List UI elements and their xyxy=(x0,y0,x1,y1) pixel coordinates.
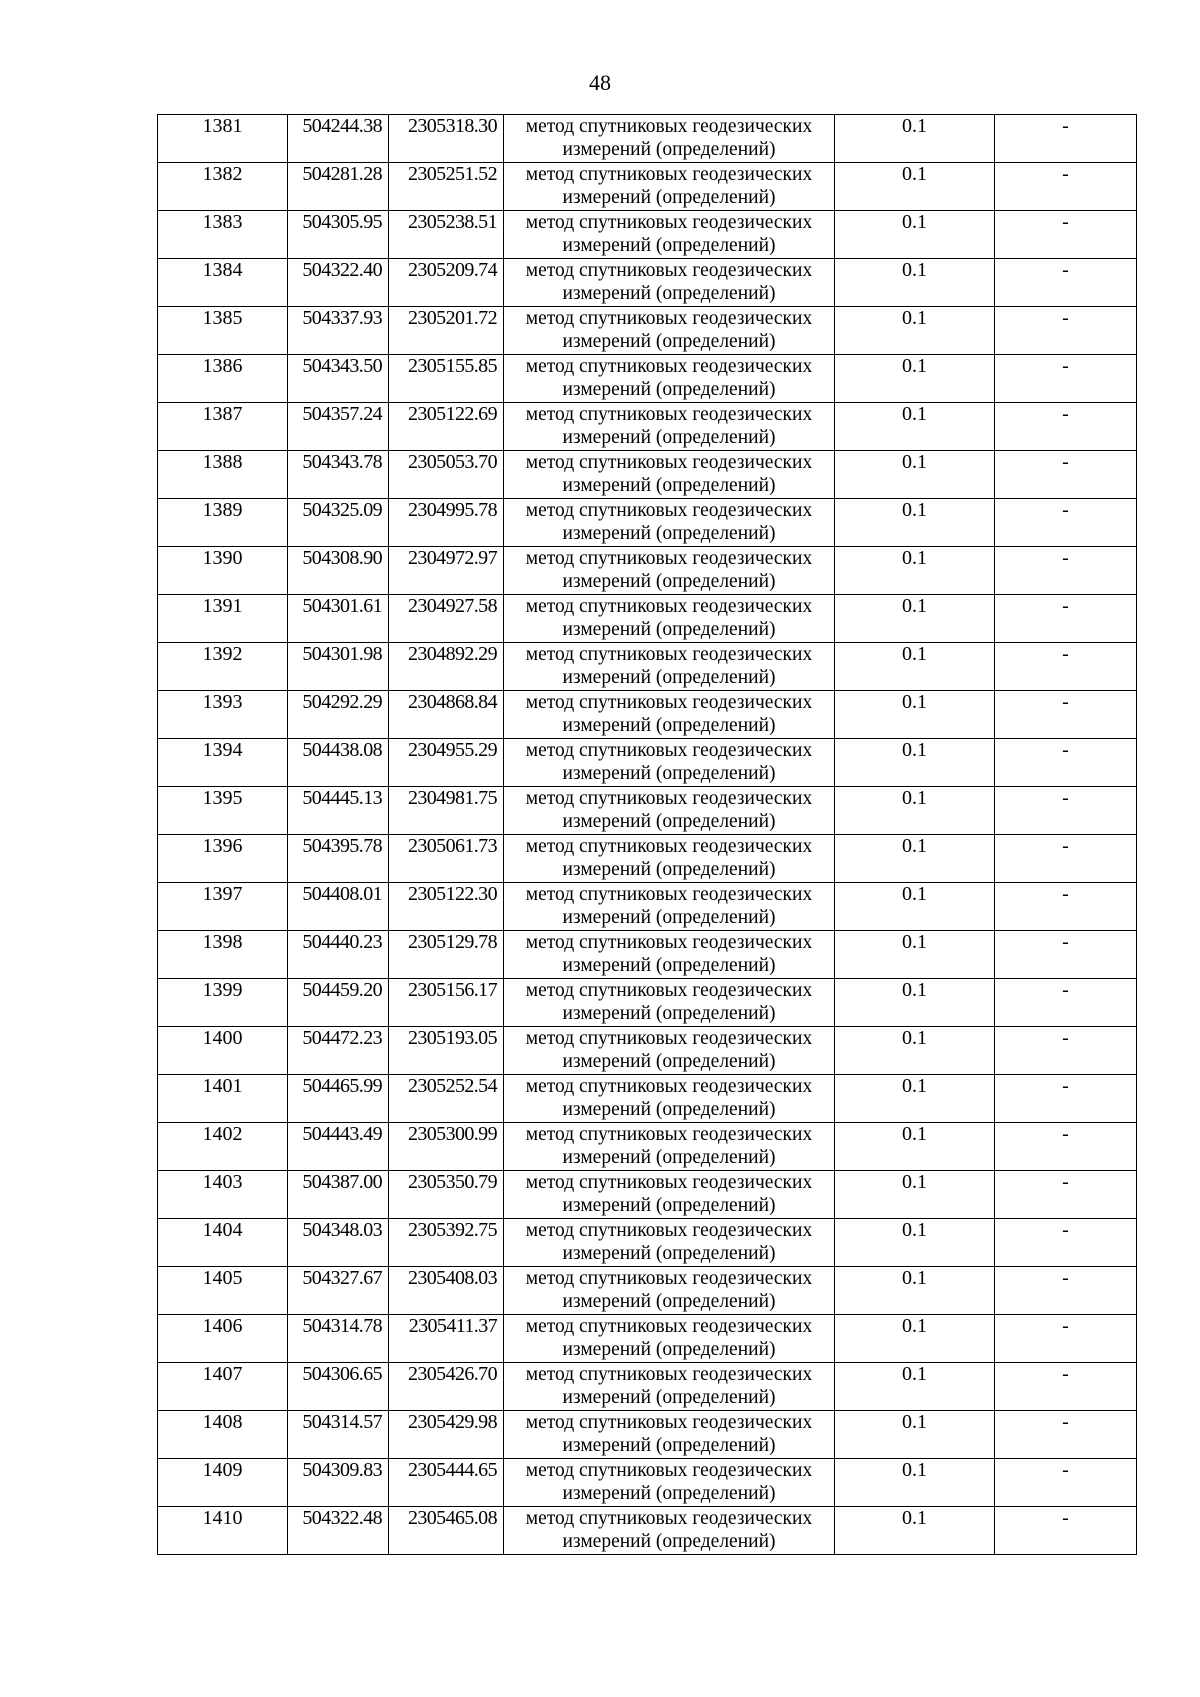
table-row xyxy=(158,307,1137,355)
x-coordinate-cell: 504309.83 xyxy=(288,1459,389,1507)
table-row xyxy=(158,931,1137,979)
point-number-cell: 1408 xyxy=(158,1411,288,1459)
method-cell xyxy=(504,787,835,835)
method-cell xyxy=(504,115,835,163)
y-coordinate-cell: 2305411.37 xyxy=(389,1315,504,1363)
method-line-1: метод спутниковых геодезических xyxy=(525,164,813,185)
point-number-cell: 1403 xyxy=(158,1171,288,1219)
method-line-1: метод спутниковых геодезических xyxy=(525,1364,813,1385)
x-coordinate-cell: 504301.61 xyxy=(288,595,389,643)
method-cell xyxy=(504,1219,835,1267)
accuracy-cell: 0.1 xyxy=(835,1315,995,1363)
method-line-2: измерений (определений) xyxy=(562,139,776,160)
table-row xyxy=(158,1315,1137,1363)
x-coordinate-cell: 504440.23 xyxy=(288,931,389,979)
table-row xyxy=(158,979,1137,1027)
table-row xyxy=(158,1219,1137,1267)
method-line-1: метод спутниковых геодезических xyxy=(525,1076,813,1097)
method-line-1: метод спутниковых геодезических xyxy=(525,116,813,137)
description-cell: - xyxy=(995,1507,1137,1555)
method-line-2: измерений (определений) xyxy=(562,715,776,736)
table-row xyxy=(158,115,1137,163)
accuracy-cell: 0.1 xyxy=(835,1027,995,1075)
method-line-1: метод спутниковых геодезических xyxy=(525,1412,813,1433)
method-cell xyxy=(504,835,835,883)
point-number-cell: 1400 xyxy=(158,1027,288,1075)
description-cell: - xyxy=(995,403,1137,451)
y-coordinate-cell: 2305122.30 xyxy=(389,883,504,931)
table-row xyxy=(158,499,1137,547)
method-line-2: измерений (определений) xyxy=(562,235,776,256)
description-cell: - xyxy=(995,1219,1137,1267)
x-coordinate-cell: 504244.38 xyxy=(288,115,389,163)
accuracy-cell: 0.1 xyxy=(835,691,995,739)
x-coordinate-cell: 504472.23 xyxy=(288,1027,389,1075)
point-number-cell: 1407 xyxy=(158,1363,288,1411)
y-coordinate-cell: 2305392.75 xyxy=(389,1219,504,1267)
table-row xyxy=(158,1075,1137,1123)
x-coordinate-cell: 504459.20 xyxy=(288,979,389,1027)
method-line-2: измерений (определений) xyxy=(562,1051,776,1072)
x-coordinate-cell: 504301.98 xyxy=(288,643,389,691)
x-coordinate-cell: 504322.48 xyxy=(288,1507,389,1555)
method-line-1: метод спутниковых геодезических xyxy=(525,740,813,761)
y-coordinate-cell: 2305251.52 xyxy=(389,163,504,211)
y-coordinate-cell: 2305300.99 xyxy=(389,1123,504,1171)
method-line-2: измерений (определений) xyxy=(562,667,776,688)
description-cell: - xyxy=(995,499,1137,547)
x-coordinate-cell: 504387.00 xyxy=(288,1171,389,1219)
method-line-1: метод спутниковых геодезических xyxy=(525,884,813,905)
method-cell xyxy=(504,1459,835,1507)
description-cell: - xyxy=(995,355,1137,403)
method-cell xyxy=(504,499,835,547)
y-coordinate-cell: 2304955.29 xyxy=(389,739,504,787)
coordinates-table xyxy=(157,114,1137,1555)
method-cell xyxy=(504,1171,835,1219)
accuracy-cell: 0.1 xyxy=(835,931,995,979)
table-row xyxy=(158,1363,1137,1411)
method-line-1: метод спутниковых геодезических xyxy=(525,1028,813,1049)
y-coordinate-cell: 2304995.78 xyxy=(389,499,504,547)
method-line-2: измерений (определений) xyxy=(562,1147,776,1168)
coordinates-table-body xyxy=(158,115,1137,1555)
method-line-2: измерений (определений) xyxy=(562,859,776,880)
x-coordinate-cell: 504314.57 xyxy=(288,1411,389,1459)
point-number-cell: 1393 xyxy=(158,691,288,739)
method-line-1: метод спутниковых геодезических xyxy=(525,1508,813,1529)
x-coordinate-cell: 504322.40 xyxy=(288,259,389,307)
method-line-1: метод спутниковых геодезических xyxy=(525,1124,813,1145)
method-line-1: метод спутниковых геодезических xyxy=(525,500,813,521)
description-cell: - xyxy=(995,115,1137,163)
table-row xyxy=(158,163,1137,211)
x-coordinate-cell: 504314.78 xyxy=(288,1315,389,1363)
method-line-2: измерений (определений) xyxy=(562,283,776,304)
table-row xyxy=(158,739,1137,787)
method-line-2: измерений (определений) xyxy=(562,763,776,784)
table-row xyxy=(158,595,1137,643)
table-row xyxy=(158,355,1137,403)
y-coordinate-cell: 2305156.17 xyxy=(389,979,504,1027)
description-cell: - xyxy=(995,1027,1137,1075)
point-number-cell: 1404 xyxy=(158,1219,288,1267)
y-coordinate-cell: 2305318.30 xyxy=(389,115,504,163)
accuracy-cell: 0.1 xyxy=(835,115,995,163)
method-cell xyxy=(504,1411,835,1459)
point-number-cell: 1401 xyxy=(158,1075,288,1123)
method-cell xyxy=(504,1315,835,1363)
description-cell: - xyxy=(995,595,1137,643)
description-cell: - xyxy=(995,739,1137,787)
y-coordinate-cell: 2305129.78 xyxy=(389,931,504,979)
y-coordinate-cell: 2304981.75 xyxy=(389,787,504,835)
method-line-2: измерений (определений) xyxy=(562,1099,776,1120)
y-coordinate-cell: 2305155.85 xyxy=(389,355,504,403)
table-row xyxy=(158,1459,1137,1507)
description-cell: - xyxy=(995,451,1137,499)
method-line-2: измерений (определений) xyxy=(562,907,776,928)
point-number-cell: 1388 xyxy=(158,451,288,499)
method-line-2: измерений (определений) xyxy=(562,187,776,208)
method-line-2: измерений (определений) xyxy=(562,1531,776,1552)
y-coordinate-cell: 2304927.58 xyxy=(389,595,504,643)
method-line-2: измерений (определений) xyxy=(562,379,776,400)
x-coordinate-cell: 504443.49 xyxy=(288,1123,389,1171)
method-cell xyxy=(504,931,835,979)
method-line-1: метод спутниковых геодезических xyxy=(525,836,813,857)
point-number-cell: 1383 xyxy=(158,211,288,259)
point-number-cell: 1399 xyxy=(158,979,288,1027)
y-coordinate-cell: 2305201.72 xyxy=(389,307,504,355)
y-coordinate-cell: 2305252.54 xyxy=(389,1075,504,1123)
y-coordinate-cell: 2305053.70 xyxy=(389,451,504,499)
point-number-cell: 1389 xyxy=(158,499,288,547)
point-number-cell: 1409 xyxy=(158,1459,288,1507)
description-cell: - xyxy=(995,883,1137,931)
method-line-1: метод спутниковых геодезических xyxy=(525,596,813,617)
table-row xyxy=(158,1411,1137,1459)
method-line-2: измерений (определений) xyxy=(562,1483,776,1504)
description-cell: - xyxy=(995,1123,1137,1171)
table-row xyxy=(158,1507,1137,1555)
x-coordinate-cell: 504327.67 xyxy=(288,1267,389,1315)
method-cell xyxy=(504,307,835,355)
method-line-2: измерений (определений) xyxy=(562,1195,776,1216)
point-number-cell: 1387 xyxy=(158,403,288,451)
method-line-1: метод спутниковых геодезических xyxy=(525,260,813,281)
method-cell xyxy=(504,403,835,451)
accuracy-cell: 0.1 xyxy=(835,211,995,259)
description-cell: - xyxy=(995,691,1137,739)
y-coordinate-cell: 2305238.51 xyxy=(389,211,504,259)
table-row xyxy=(158,835,1137,883)
y-coordinate-cell: 2305061.73 xyxy=(389,835,504,883)
method-line-1: метод спутниковых геодезических xyxy=(525,1220,813,1241)
point-number-cell: 1406 xyxy=(158,1315,288,1363)
point-number-cell: 1402 xyxy=(158,1123,288,1171)
method-line-1: метод спутниковых геодезических xyxy=(525,356,813,377)
method-line-2: измерений (определений) xyxy=(562,571,776,592)
point-number-cell: 1384 xyxy=(158,259,288,307)
method-line-2: измерений (определений) xyxy=(562,955,776,976)
x-coordinate-cell: 504395.78 xyxy=(288,835,389,883)
y-coordinate-cell: 2305193.05 xyxy=(389,1027,504,1075)
x-coordinate-cell: 504325.09 xyxy=(288,499,389,547)
description-cell: - xyxy=(995,1363,1137,1411)
method-line-2: измерений (определений) xyxy=(562,1339,776,1360)
table-row xyxy=(158,1123,1137,1171)
y-coordinate-cell: 2305122.69 xyxy=(389,403,504,451)
method-line-2: измерений (определений) xyxy=(562,1387,776,1408)
description-cell: - xyxy=(995,1267,1137,1315)
point-number-cell: 1410 xyxy=(158,1507,288,1555)
accuracy-cell: 0.1 xyxy=(835,1459,995,1507)
accuracy-cell: 0.1 xyxy=(835,1363,995,1411)
point-number-cell: 1386 xyxy=(158,355,288,403)
description-cell: - xyxy=(995,547,1137,595)
method-cell xyxy=(504,211,835,259)
accuracy-cell: 0.1 xyxy=(835,1411,995,1459)
point-number-cell: 1391 xyxy=(158,595,288,643)
method-cell xyxy=(504,259,835,307)
description-cell: - xyxy=(995,163,1137,211)
method-line-1: метод спутниковых геодезических xyxy=(525,404,813,425)
x-coordinate-cell: 504337.93 xyxy=(288,307,389,355)
accuracy-cell: 0.1 xyxy=(835,1267,995,1315)
description-cell: - xyxy=(995,1315,1137,1363)
x-coordinate-cell: 504408.01 xyxy=(288,883,389,931)
method-cell xyxy=(504,547,835,595)
accuracy-cell: 0.1 xyxy=(835,355,995,403)
accuracy-cell: 0.1 xyxy=(835,1171,995,1219)
accuracy-cell: 0.1 xyxy=(835,979,995,1027)
point-number-cell: 1392 xyxy=(158,643,288,691)
table-row xyxy=(158,691,1137,739)
method-line-2: измерений (определений) xyxy=(562,427,776,448)
y-coordinate-cell: 2305465.08 xyxy=(389,1507,504,1555)
point-number-cell: 1394 xyxy=(158,739,288,787)
y-coordinate-cell: 2305444.65 xyxy=(389,1459,504,1507)
method-line-2: измерений (определений) xyxy=(562,331,776,352)
method-cell xyxy=(504,1123,835,1171)
accuracy-cell: 0.1 xyxy=(835,451,995,499)
accuracy-cell: 0.1 xyxy=(835,643,995,691)
accuracy-cell: 0.1 xyxy=(835,835,995,883)
description-cell: - xyxy=(995,307,1137,355)
method-cell xyxy=(504,595,835,643)
description-cell: - xyxy=(995,211,1137,259)
accuracy-cell: 0.1 xyxy=(835,1507,995,1555)
accuracy-cell: 0.1 xyxy=(835,499,995,547)
method-line-2: измерений (определений) xyxy=(562,811,776,832)
y-coordinate-cell: 2305429.98 xyxy=(389,1411,504,1459)
method-cell xyxy=(504,883,835,931)
method-cell xyxy=(504,739,835,787)
accuracy-cell: 0.1 xyxy=(835,1075,995,1123)
accuracy-cell: 0.1 xyxy=(835,163,995,211)
method-line-1: метод спутниковых геодезических xyxy=(525,452,813,473)
accuracy-cell: 0.1 xyxy=(835,1123,995,1171)
description-cell: - xyxy=(995,931,1137,979)
method-line-1: метод спутниковых геодезических xyxy=(525,308,813,329)
method-cell xyxy=(504,1267,835,1315)
method-cell xyxy=(504,691,835,739)
table-row xyxy=(158,643,1137,691)
point-number-cell: 1397 xyxy=(158,883,288,931)
method-line-1: метод спутниковых геодезических xyxy=(525,932,813,953)
description-cell: - xyxy=(995,979,1137,1027)
y-coordinate-cell: 2305408.03 xyxy=(389,1267,504,1315)
accuracy-cell: 0.1 xyxy=(835,883,995,931)
method-cell xyxy=(504,1363,835,1411)
point-number-cell: 1385 xyxy=(158,307,288,355)
point-number-cell: 1398 xyxy=(158,931,288,979)
x-coordinate-cell: 504438.08 xyxy=(288,739,389,787)
y-coordinate-cell: 2304868.84 xyxy=(389,691,504,739)
x-coordinate-cell: 504357.24 xyxy=(288,403,389,451)
table-row xyxy=(158,1027,1137,1075)
method-cell xyxy=(504,355,835,403)
method-line-1: метод спутниковых геодезических xyxy=(525,980,813,1001)
table-row xyxy=(158,883,1137,931)
method-line-2: измерений (определений) xyxy=(562,1003,776,1024)
method-line-1: метод спутниковых геодезических xyxy=(525,1172,813,1193)
method-cell xyxy=(504,979,835,1027)
x-coordinate-cell: 504306.65 xyxy=(288,1363,389,1411)
method-cell xyxy=(504,1027,835,1075)
method-line-2: измерений (определений) xyxy=(562,619,776,640)
description-cell: - xyxy=(995,787,1137,835)
description-cell: - xyxy=(995,1459,1137,1507)
method-line-1: метод спутниковых геодезических xyxy=(525,548,813,569)
method-line-1: метод спутниковых геодезических xyxy=(525,1268,813,1289)
method-cell xyxy=(504,1075,835,1123)
x-coordinate-cell: 504305.95 xyxy=(288,211,389,259)
accuracy-cell: 0.1 xyxy=(835,1219,995,1267)
x-coordinate-cell: 504281.28 xyxy=(288,163,389,211)
point-number-cell: 1396 xyxy=(158,835,288,883)
accuracy-cell: 0.1 xyxy=(835,595,995,643)
table-row xyxy=(158,1267,1137,1315)
y-coordinate-cell: 2305350.79 xyxy=(389,1171,504,1219)
method-line-1: метод спутниковых геодезических xyxy=(525,1460,813,1481)
method-cell xyxy=(504,163,835,211)
description-cell: - xyxy=(995,259,1137,307)
x-coordinate-cell: 504343.78 xyxy=(288,451,389,499)
method-line-1: метод спутниковых геодезических xyxy=(525,788,813,809)
point-number-cell: 1382 xyxy=(158,163,288,211)
method-line-2: измерений (определений) xyxy=(562,475,776,496)
y-coordinate-cell: 2305426.70 xyxy=(389,1363,504,1411)
method-line-2: измерений (определений) xyxy=(562,523,776,544)
point-number-cell: 1381 xyxy=(158,115,288,163)
method-line-1: метод спутниковых геодезических xyxy=(525,212,813,233)
table-row xyxy=(158,1171,1137,1219)
table-row xyxy=(158,211,1137,259)
table-row xyxy=(158,403,1137,451)
table-row xyxy=(158,259,1137,307)
y-coordinate-cell: 2305209.74 xyxy=(389,259,504,307)
accuracy-cell: 0.1 xyxy=(835,739,995,787)
x-coordinate-cell: 504465.99 xyxy=(288,1075,389,1123)
description-cell: - xyxy=(995,835,1137,883)
x-coordinate-cell: 504348.03 xyxy=(288,1219,389,1267)
method-cell xyxy=(504,451,835,499)
point-number-cell: 1390 xyxy=(158,547,288,595)
method-line-1: метод спутниковых геодезических xyxy=(525,644,813,665)
point-number-cell: 1395 xyxy=(158,787,288,835)
description-cell: - xyxy=(995,643,1137,691)
accuracy-cell: 0.1 xyxy=(835,259,995,307)
accuracy-cell: 0.1 xyxy=(835,307,995,355)
description-cell: - xyxy=(995,1075,1137,1123)
page-number: 48 xyxy=(589,70,611,95)
accuracy-cell: 0.1 xyxy=(835,547,995,595)
description-cell: - xyxy=(995,1171,1137,1219)
table-row xyxy=(158,547,1137,595)
y-coordinate-cell: 2304892.29 xyxy=(389,643,504,691)
method-line-1: метод спутниковых геодезических xyxy=(525,1316,813,1337)
y-coordinate-cell: 2304972.97 xyxy=(389,547,504,595)
accuracy-cell: 0.1 xyxy=(835,787,995,835)
accuracy-cell: 0.1 xyxy=(835,403,995,451)
x-coordinate-cell: 504445.13 xyxy=(288,787,389,835)
method-line-2: измерений (определений) xyxy=(562,1435,776,1456)
method-cell xyxy=(504,1507,835,1555)
description-cell: - xyxy=(995,1411,1137,1459)
x-coordinate-cell: 504308.90 xyxy=(288,547,389,595)
point-number-cell: 1405 xyxy=(158,1267,288,1315)
x-coordinate-cell: 504343.50 xyxy=(288,355,389,403)
method-line-2: измерений (определений) xyxy=(562,1243,776,1264)
method-line-1: метод спутниковых геодезических xyxy=(525,692,813,713)
x-coordinate-cell: 504292.29 xyxy=(288,691,389,739)
table-row xyxy=(158,451,1137,499)
table-row xyxy=(158,787,1137,835)
method-cell xyxy=(504,643,835,691)
method-line-2: измерений (определений) xyxy=(562,1291,776,1312)
